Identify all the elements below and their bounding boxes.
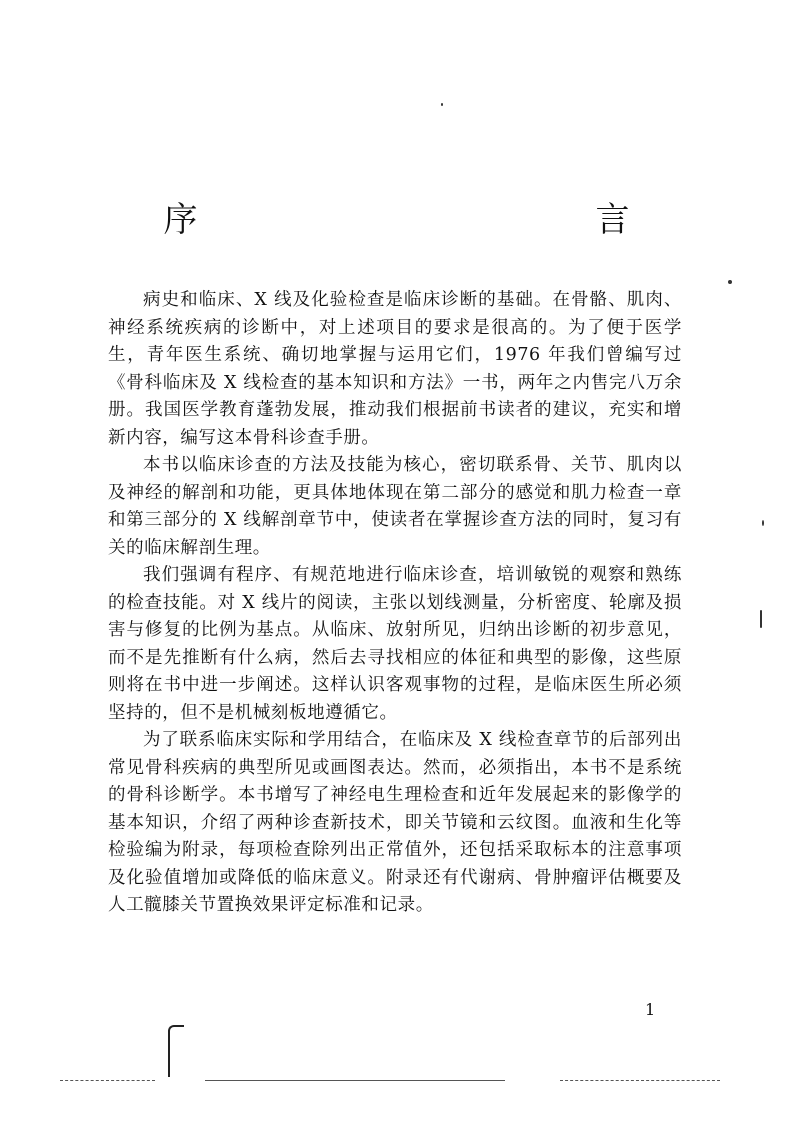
scan-speck: [762, 520, 764, 526]
paragraph-1: 病史和临床、X 线及化验检查是临床诊断的基础。在骨骼、肌肉、神经系统疾病的诊断中，对上述项目的要求是很高的。为了便于医学生，青年医生系统、确切地掌握与运用它们，1976 年我们曾编写过《骨科临床及 X 线检查的基本知识和方法》一书，两年之内售完八万余册。我国医学教育蓬勃发展，推动我们根据前书读者的建议，充实和增新内容，编写这本骨科诊查手册。: [108, 290, 682, 448]
scan-corner-mark: [168, 1025, 184, 1077]
page-number: 1: [645, 1000, 656, 1019]
preface-body: [108, 287, 682, 920]
scan-speck: [760, 610, 762, 628]
scan-speck: [441, 103, 443, 106]
bottom-rule-middle: [205, 1080, 505, 1081]
bottom-rule-left: [60, 1080, 155, 1081]
page-title: 序 言: [163, 200, 740, 240]
paragraph-4: 为了联系临床实际和学用结合，在临床及 X 线检查章节的后部列出常见骨科疾病的典型所见或画图表达。然而，必须指出，本书不是系统的骨科诊断学。本书增写了神经电生理检查和近年发展起来的影像学的基本知识，介绍了两种诊查新技术，即关节镜和云纹图。血液和生化等检验编为附录，每项检查除列出正常值外，还包括采取标本的注意事项及化验值增加或降低的临床意义。附录还有代谢病、骨肿瘤评估概要及人工髋膝关节置换效果评定标准和记录。: [108, 730, 682, 915]
paragraph-3: 我们强调有程序、有规范地进行临床诊查，培训敏锐的观察和熟练的检查技能。对 X 线片的阅读，主张以划线测量，分析密度、轮廓及损害与修复的比例为基点。从临床、放射所见，归纳出诊断的初步意见，而不是先推断有什么病，然后去寻找相应的体征和典型的影像，这些原则将在书中进一步阐述。这样认识客观事物的过程，是临床医生所必须坚持的，但不是机械刻板地遵循它。: [108, 565, 682, 723]
scan-speck: [728, 280, 732, 284]
bottom-rule-right: [560, 1080, 720, 1081]
paragraph-2: 本书以临床诊查的方法及技能为核心，密切联系骨、关节、肌肉以及神经的解剖和功能，更具体地体现在第二部分的感觉和肌力检查一章和第三部分的 X 线解剖章节中，使读者在掌握诊查方法的同时，复习有关的临床解剖生理。: [108, 455, 682, 558]
